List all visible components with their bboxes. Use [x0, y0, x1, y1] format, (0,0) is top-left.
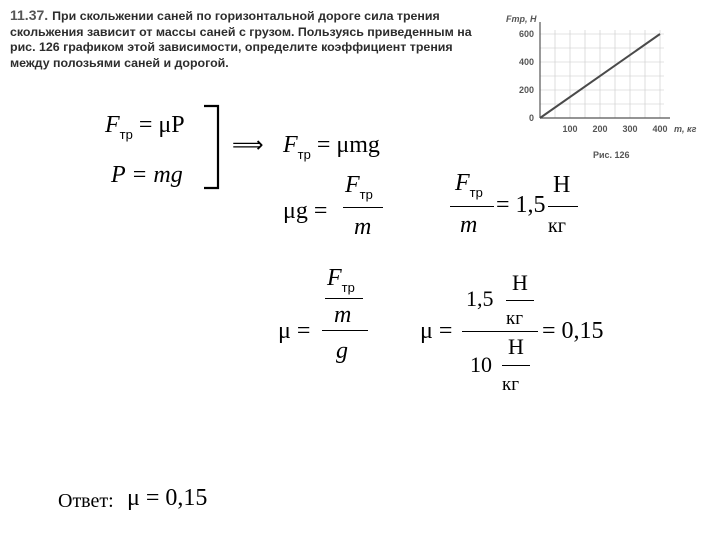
answer-value: μ = 0,15 — [127, 485, 208, 511]
eq1-F: F — [105, 112, 120, 138]
frac3-sub: тр — [341, 280, 355, 295]
x-tick-label: 200 — [592, 124, 608, 134]
y-axis-label: Fтр, Н — [506, 14, 537, 24]
frac1-sub: тр — [359, 187, 373, 202]
implies-arrow: ⟹ — [232, 132, 264, 157]
mu-eq-1: μ = — [278, 318, 311, 344]
mu-eq-2: μ = — [420, 318, 453, 344]
frac2-value: = 1,5 — [496, 192, 546, 218]
y-tick-label: 600 — [518, 29, 534, 39]
result-value: = 0,15 — [542, 318, 604, 344]
frac4-den-unit-kg: кг — [502, 374, 520, 395]
problem-body: При скольжении саней по горизонтальной дороге сила трения скольжения зависит от массы саней с грузом. Пользуясь приведенным на рис. 126 графиком этой зависимости, определите коэффициент трения между полозьями саней и дорогой. — [10, 9, 472, 70]
frac4-num-value: 1,5 — [466, 286, 494, 311]
frac3-inner-line — [325, 298, 363, 299]
frac4-den-unit-line — [502, 365, 530, 366]
x-tick-label: 100 — [562, 124, 578, 134]
frac1-F: F — [345, 172, 360, 198]
eq1-rhs: = μP — [138, 112, 185, 138]
frac3-g: g — [336, 338, 348, 364]
y-tick-label: 400 — [518, 57, 534, 67]
force-mass-chart — [500, 8, 715, 168]
eq2: P = mg — [111, 162, 183, 188]
eq3-sub: тр — [297, 147, 311, 162]
frac3-m: m — [334, 302, 352, 328]
figure-caption: Рис. 126 — [593, 150, 630, 160]
mu-g: μg = — [283, 198, 328, 224]
system-bracket — [200, 104, 230, 192]
frac4-den-value: 10 — [470, 352, 492, 377]
frac4-num-unit-N: Н — [512, 270, 528, 295]
frac1-den: m — [354, 214, 372, 240]
frac1-line — [343, 207, 383, 208]
unit1-num: Н — [553, 172, 571, 198]
frac2-sub: тр — [469, 185, 483, 200]
frac3-main-line — [322, 330, 368, 331]
frac4-num-unit-kg: кг — [506, 308, 524, 329]
x-axis-label: m, кг — [674, 124, 697, 134]
problem-text — [10, 8, 488, 71]
frac3-F-sym: F — [327, 265, 342, 291]
x-tick-label: 400 — [652, 124, 668, 134]
x-tick-label: 300 — [622, 124, 638, 134]
frac1-num — [345, 172, 373, 202]
unit1-line — [548, 206, 578, 207]
frac3-F — [327, 265, 355, 295]
frac2-den: m — [460, 212, 478, 238]
eq3 — [283, 132, 380, 162]
frac4-main-line — [462, 331, 538, 332]
unit1-den: кг — [548, 215, 566, 237]
eq3-F: F — [283, 132, 298, 158]
eq1-sub: тр — [119, 127, 133, 142]
answer-label: Ответ: — [58, 490, 114, 512]
frac2-F: F — [455, 170, 470, 196]
frac4-num-unit-line — [506, 300, 534, 301]
frac4-den-unit-N: Н — [508, 334, 524, 359]
origin-label: 0 — [528, 113, 534, 123]
frac2-num — [455, 170, 483, 200]
y-tick-label: 200 — [518, 85, 534, 95]
eq3-rhs: = μmg — [316, 132, 380, 158]
frac2-line — [450, 206, 494, 207]
eq1 — [105, 112, 185, 142]
problem-number: 11.37. — [10, 7, 49, 23]
